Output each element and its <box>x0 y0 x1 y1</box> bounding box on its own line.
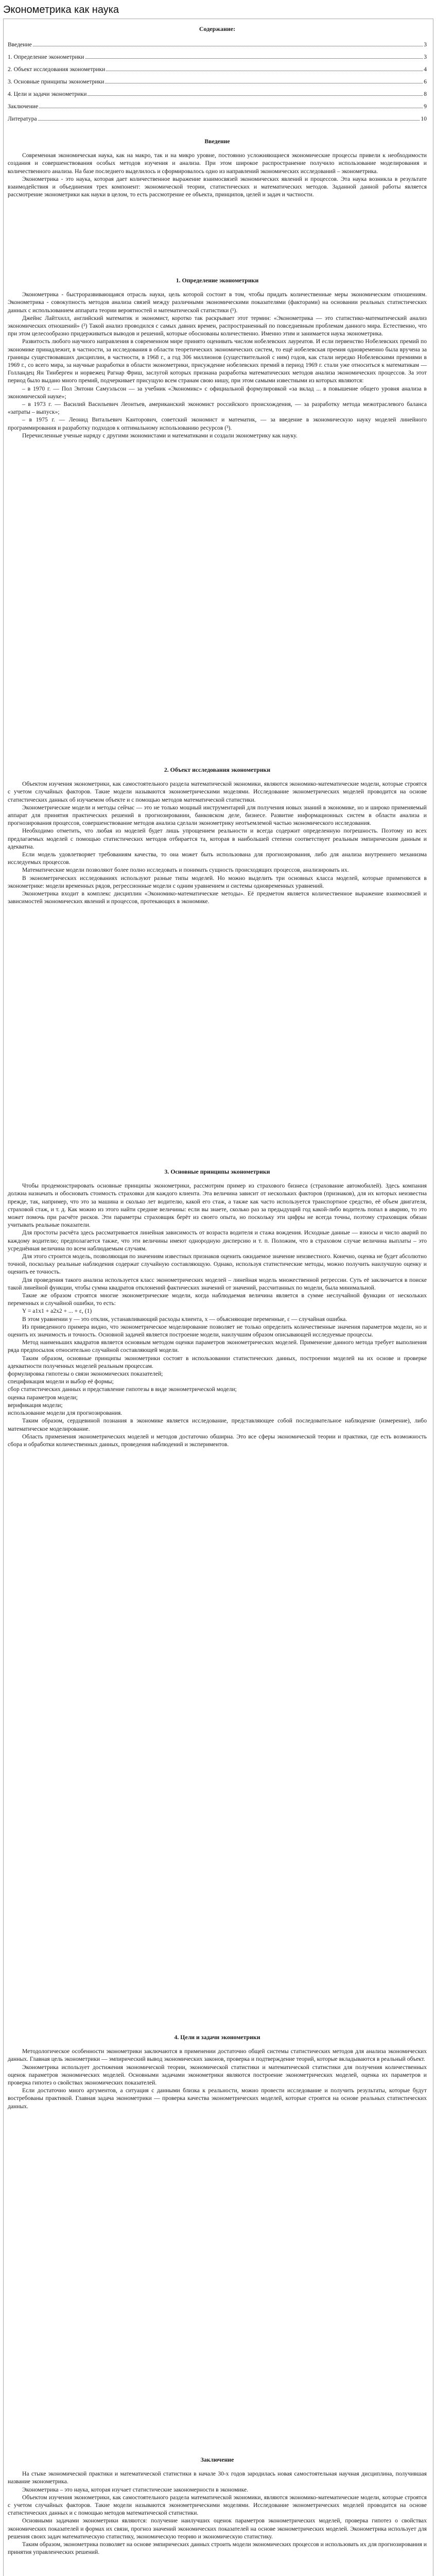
intro-section <box>8 128 427 198</box>
paragraph: Методологическое особенности эконометрики заключаются в применении достаточно общей системы статистических методов для анализа экономических данных. Главная цель эконометрики — эмпирический вывод экономических законов, проверка и подтверждение теорий, которые вкладываются в реальный объект. <box>8 2048 427 2063</box>
section-1 <box>8 267 427 439</box>
list-item: спецификация модели и выбор её формы; <box>8 1378 114 1385</box>
paragraph: Эконометрика использует достижения экономической теории, экономической статистики и математической статистики для получения количественных оценок параметров экономических моделей. Основными задачами эконометрики являются построение эконометрических моделей, оценка их параметров и проверка гипотез о свойствах экономических показателей. <box>8 2063 427 2087</box>
section-title: 4. Цели и задачи эконометрики <box>174 2033 260 2041</box>
section-title: 3. Основные принципы эконометрики <box>164 1168 270 1175</box>
paragraph: – в 1970 г. — Пол Энтони Самуэльсон — за учебник «Экономикс» с официальной формулировкой «за вклад ... в повышение общего уровня анализа в экономической науке»; <box>8 385 427 400</box>
toc-item-label: 1. Определение эконометрики <box>8 54 84 60</box>
section-4 <box>8 2024 427 2110</box>
paragraph: Таким образом, сердцевиной познания в экономике является исследование, представляющее собой последовательное наблюдение (измерение), либо математическое моделирование. <box>8 1417 427 1432</box>
toc-item[interactable] <box>8 61 427 73</box>
paragraph: Математические модели позволяют более полно исследовать и понимать сущность происходящих процессов, анализировать их. <box>22 867 349 874</box>
paragraph: Эконометрические модели и методы сейчас — это не только мощный инструментарий для получения новых знаний в экономике, но и широко применяемый аппарат для принятия практических решений в прогнозировании, банковском деле, бизнесе. Развитие информационных систем в области анализа и прогнозирования процессов, совершенствование методов анализа сделали эконометрику неотъемлемой частью экономического исследования. <box>8 804 427 827</box>
toc-item-page: 8 <box>424 91 427 97</box>
toc-item-page: 10 <box>421 115 427 122</box>
paragraph: Эконометрика - быстроразвивающаяся отрасль науки, цель которой состоит в том, чтобы придать количественные меры экономическим отношениям. Эконометрика - совокупность методов анализа связей между различными экономическими показателями (факторами) на основании реальных статистических данных с использованием аппарата теории вероятностей и математической статистики (¹). <box>8 291 427 314</box>
toc-item[interactable] <box>8 48 427 61</box>
document-frame <box>3 19 433 2576</box>
principles-list <box>8 1370 427 1417</box>
paragraph: Из приведенного примера видно, что эконометрическое моделирование позволяет не только определить количественные значения параметров модели, но и оценить их значимость и точность. Основной задачей является построение модели, наилучшим образом описывающей исследуемые процессы. <box>8 1323 427 1338</box>
conclusion-section <box>8 2447 427 2556</box>
toc-item-page: 4 <box>424 66 427 73</box>
toc-item[interactable] <box>8 86 427 98</box>
toc-item-label: Введение <box>8 41 32 48</box>
section-title: 2. Объект исследования эконометрики <box>164 766 271 773</box>
toc-leader-dots <box>38 120 420 121</box>
paragraph: Таким образом, основные принципы эконометрики состоят в использовании статистических данных, построении моделей на их основе и проверке адекватности полученных моделей реальным процессам. <box>8 1354 427 1369</box>
list-item: верификация модели; <box>8 1401 63 1409</box>
list-item: формулировка гипотезы о связи экономических показателей; <box>8 1370 163 1378</box>
paragraph: – в 1975 г. — Леонид Витальевич Канторович, советский экономист и математик, — за введение в экономическую науку моделей линейного программирования и разработку подходов к оптимальному использованию ресурсов (³). <box>8 416 427 431</box>
paragraph: Необходимо отметить, что любая из моделей будет лишь упрощением реальности и всегда содержит определенную погрешность. Поэтому из всех предлагаемых моделей с помощью статистических методов отбирается та, которая в наибольшей степени соответствует реальным эмпирическим данным и адекватна. <box>8 827 427 850</box>
document-body <box>8 25 427 2576</box>
section-title: Введение <box>204 138 230 145</box>
toc-item-page: 3 <box>424 54 427 60</box>
toc-item[interactable] <box>8 110 427 123</box>
section-3 <box>8 1159 427 1448</box>
section-body <box>8 2470 427 2556</box>
paragraph: На стыке экономической практики и математической статистики в начале 30-х годов зародилась новая самостоятельная научная дисциплина, получившая название эконометрика. <box>8 2470 427 2485</box>
paragraph: Для этого строится модель, позволяющая по значениям известных признаков оценить ожидаемое значение неизвестного. Конечно, оценка не будет абсолютно точной, поскольку реальные наблюдения содержат случайную составляющую. Однако, используя статистические методы, можно получить наилучшую оценку и оценить ее точность. <box>8 1253 427 1276</box>
list-item: сбор статистических данных и представление гипотезы в виде эконометрической модели; <box>8 1386 237 1393</box>
section-body <box>8 1182 427 1448</box>
page-title: Эконометрика как наука <box>3 4 119 15</box>
section-body <box>8 780 427 905</box>
paragraph: Современная экономическая наука, как на макро, так и на микро уровне, постоянно усложняющиеся экономические процессы привели к необходимости создания и совершенствования особых методов изучения и анализа. При этом широкое распространение получило использование моделирования и количественного анализа. На базе последнего выделилось и сформировалось одно из направлений экономических исследований – эконометрика. <box>8 152 427 175</box>
paragraph: Область применения эконометрических моделей и методов достаточно обширна. Это все сферы экономической теории и практики, где есть возможность сбора и обработки количественных данных, проведения наблюдений и экспериментов. <box>8 1433 427 1448</box>
toc-item[interactable] <box>8 98 427 110</box>
paragraph: Основными задачами эконометрики являются: получение наилучших оценок параметров эконометрических моделей, проверка гипотез о свойствах экономических показателей и формах их связи, прогноз значений экономических показателей на основе эконометрических моделей. Эконометрика использует для решения своих задач математическую статистику, экономическую теорию и экономическую статистику. <box>8 2517 427 2540</box>
paragraph: Такие же образом строятся многие эконометрические модели, когда наблюдаемая величина является в сумме неслучайной функции от нескольких переменных и случайной ошибки, то есть: <box>8 1292 427 1307</box>
toc-leader-dots <box>85 58 423 59</box>
toc-item[interactable] <box>8 73 427 86</box>
toc-item-label: Заключение <box>8 103 39 110</box>
toc-item-page: 9 <box>424 103 427 110</box>
toc-item-page: 6 <box>424 78 427 85</box>
paragraph: Если достаточно много аргументов, а ситуация с данными близка к реальности, можно провести исследование и получить результаты, которые будут востребованы практикой. Главная задача эконометрики — проверка качества эконометрических моделей, которые строятся на основе реальных статистических данных. <box>8 2087 427 2110</box>
section-body <box>8 291 427 439</box>
paragraph: Эконометрика – это наука, которая изучает статистические закономерности в экономике. <box>22 2486 249 2493</box>
paragraph: Метод наименьших квадратов является основным методом оценки параметров эконометрических моделей. Применение данного метода требует выполнения ряда предпосылок относительно случайной составляющей модели. <box>8 1339 427 1354</box>
toc-item-label: 4. Цели и задачи эконометрики <box>8 91 87 97</box>
list-item: использование модели для прогнозирования. <box>8 1410 123 1417</box>
paragraph: Эконометрика - это наука, которая дает количественное выражение взаимосвязей экономических явлений и процессов. Эта наука возникла в результате взаимодействия и объединения трех компонент: экономической теории, статистических и математических методов. Заданной данной работы является рассмотрение эконометрики как науки в целом, то есть рассмотрение ее объекта, принципов, целей и задач и частности. <box>8 175 427 198</box>
paragraph: Для проведения такого анализа используется класс эконометрических моделей – линейная модель множественной регрессии. Суть её заключается в поиске такой линейной функции, чтобы сумма квадратов отклонений фактических значений от значений, рассчитанных по модели, была минимальной. <box>8 1276 427 1291</box>
paragraph: Таким образом, эконометрика позволяет на основе эмпирических данных строить модели экономических процессов и использовать их для прогнозирования и принятия управленческих решений. <box>8 2541 427 2556</box>
paragraph: Если модель удовлетворяет требованиям качества, то она может быть использована для прогнозирования, либо для анализа внутреннего механизма исследуемых процессов. <box>8 851 427 866</box>
paragraph: Джейнс Лайтхилл, английский математик и экономист, коротко так раскрывает этот термин: «Эконометрика — это статистико-математический анализ экономических отношений» (²) Такой анализ проводился с самых давних времен, распространенный по повседневным проблемам данного мира. Естественно, что при этом целесообразно придерживаться выводов и решений, которые обоснованы количественно. Именно этим и занимается наука эконометрика. <box>8 314 427 337</box>
paragraph: – в 1973 г. — Василий Васильевич Леонтьев, американский экономист российского происхождения, — за разработку метода межотраслевого баланса «затраты – выпуск»; <box>8 401 427 416</box>
toc-title: Содержание: <box>199 25 236 32</box>
formula: Y = a1x1 + a2x2 + ... + ε, (1) <box>22 1308 92 1315</box>
paragraph: В эконометрических исследованиях используют разные типы моделей. Но можно выделить три основных класса моделей, которые применяются в эконометрике: модели временных рядов, регрессионные модели с одним уравнением и системы одновременных уравнений. <box>8 874 427 889</box>
paragraph: Эконометрика входит в комплекс дисциплин «Экономико-математические методы». Её предметом является количественное выражение взаимосвязей и зависимостей экономических явлений и процессов, протекающих в экономике. <box>8 890 427 905</box>
toc-leader-dots <box>88 95 423 96</box>
paragraph: Для простоты расчёта здесь рассматривается линейная зависимость от возраста водителя и стажа вождения. Исходные данные — взносы и число аварий по каждому водителю; предполагается также, что эти величины имеют однородную дисперсию и т. п. Положим, что в страховом случае величина выплаты – это усреднённая величина по всем наблюдаемым случаям. <box>8 1229 427 1252</box>
section-body <box>8 2047 427 2110</box>
toc-item[interactable] <box>8 36 427 48</box>
paragraph: Развитость любого научного направления в современном мире принято оценивать числом нобелевских лауреатов. И если первенство Нобелевских премий по экономике принадлежит, в частности, за исследования в области теоретических экономических систем, то ещё нобелевская премия одновременно была вручена за границы существовавших дисциплин, в частности, в 1968 г., а год 306 миллионов (существительной с ним) годов, как стали нередко Нобелевскими премиями в 1969 г., со всего мира, за научные разработки в области эконометрики, присуждение нобелевских премий в период 1969 г. стали уже относиться к математикам — Голландец Ян Тинберген и норвежец Рагнар Фриш, заслугой которых признана разработка математических методов анализа экономических процессов. За этот период было выдано много премий, подчеркивает присущую всем странам свою нишу, при этом самыми известными из которых являются: <box>8 338 427 384</box>
paragraph: В этом уравнении y — это отклик, устанавливающий расходы клиента, x — объясняющие переменные, ε — случайная ошибка. <box>22 1315 347 1323</box>
paragraph: Чтобы продемонстрировать основные принципы эконометрики, рассмотрим пример из страхового бизнеса (страхование автомобилей). Здесь компания должна назначать и обосновать стоимость страховки для каждого клиента. Эта величина зависит от нескольких факторов (признаков), для их которых неизвестна прежде, так, например, что это за машина и сколько лет водителю, какой его стаж, а также как часто используется транспортное средство, её объем двигателя, страховой стаж, и т. д. Как можно из этого найти средние величины: если вы знаете, сколько раз за предыдущий год какой-либо водитель попал в аварию, то это может помочь при расчёте рисков. Эти параметры страховщик берёт из своего опыта, но поскольку эти цифры не всегда точны, поэтому страховщик обязан учитывать реальные показатели. <box>8 1182 427 1229</box>
toc-item-label: 3. Основные принципы эконометрики <box>8 78 104 85</box>
section-title: Заключение <box>200 2456 234 2463</box>
toc-item-page: 3 <box>424 41 427 48</box>
toc-section <box>8 25 427 123</box>
paragraph: Перечисленные ученые наряду с другими экономистами и математиками и создали эконометрику как науку. <box>22 432 298 439</box>
toc-item-label: 2. Объект исследования эконометрики <box>8 66 106 73</box>
paragraph: Объектом изучения эконометрики, как самостоятельного раздела математической экономики, являются экономико-математические модели, которые строятся с учетом случайных факторов. Такие модели называются эконометрическими моделями. Исследование эконометрических моделей проводится на основе статистических данных и с помощью методов математической статистики. <box>8 2494 427 2517</box>
paragraph: Объектом изучения эконометрики, как самостоятельного раздела математической экономики, являются экономико-математические модели, которые строятся с учетом случайных факторов. Такие модели называются эконометрическими моделями. Исследование эконометрических моделей проводится на основе статистических данных об изучаемом объекте и с помощью методов математической статистики. <box>8 781 427 803</box>
section-2 <box>8 757 427 905</box>
toc-item-label: Литература <box>8 115 37 122</box>
list-item: оценка параметров модели; <box>8 1394 78 1401</box>
intro-body <box>8 151 427 198</box>
section-title: 1. Определение эконометрики <box>176 277 259 284</box>
toc-list <box>8 36 427 123</box>
